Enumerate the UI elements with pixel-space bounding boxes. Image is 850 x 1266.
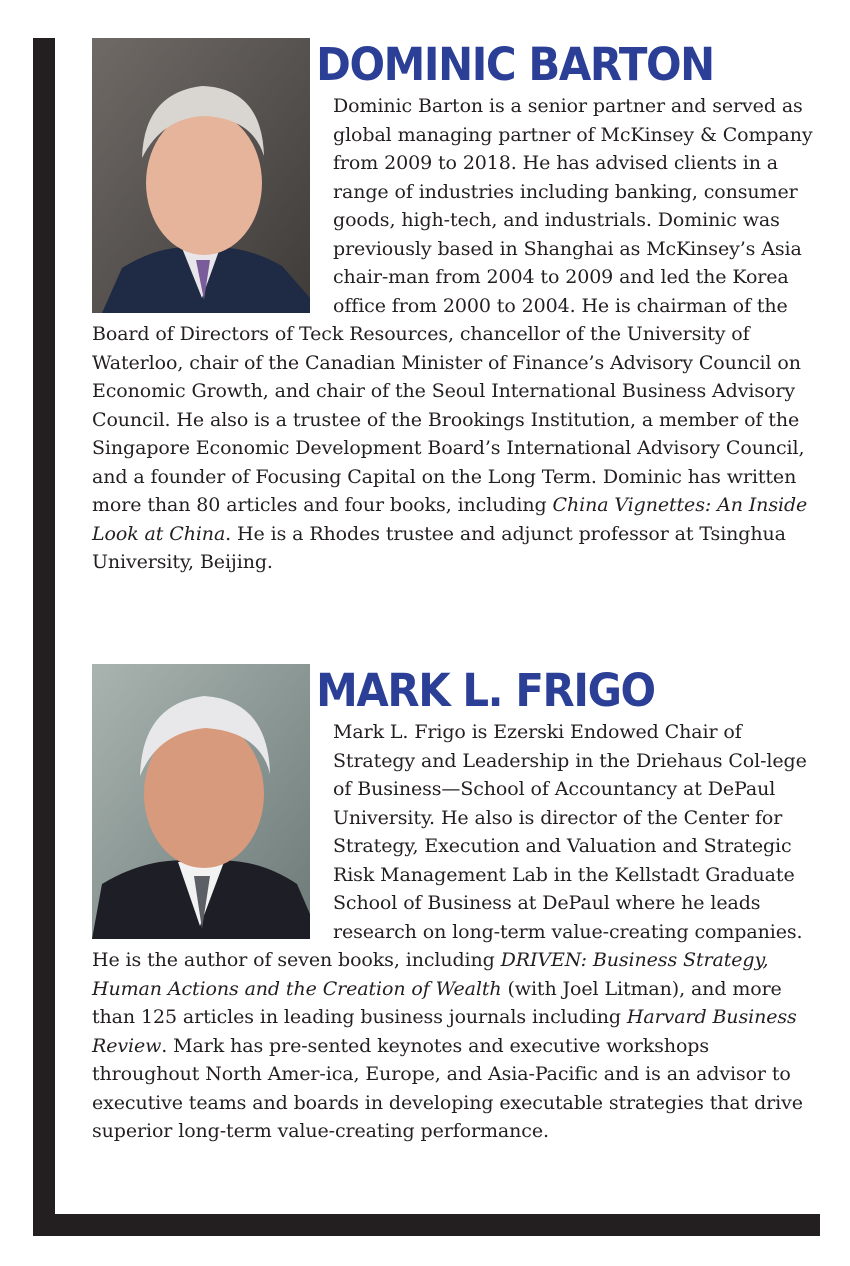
bio-name: MARK L. FRIGO xyxy=(316,664,655,717)
journal-title: Harvard Business Review xyxy=(92,1006,797,1057)
bio-text-part: Dominic Barton is a senior partner and served as global managing partner of McKinsey & Company from 2009 to 2018. He has advised clients in a range of industries including banking, consumer goods, high-tech, and industrials. Dominic was previously based in Shanghai as McKinsey’s Asia chair-man from 2004 to 2009 and led the Korea office from 2000 to 2004. He is chairman of the Board of Directors of Teck Resources, chancellor of the University of Waterloo, chair of the Canadian Minister of Finance’s Advisory Council on Economic Growth, and chair of the Seoul International Business Advisory Council. He also is a trustee of the Brookings Institution, a member of the Singapore Economic Development Board’s International Advisory Council, and a founder of Focusing Capital on the Long Term. Dominic has written more than 80 articles and four books, including xyxy=(92,95,813,516)
book-title: China Vignettes: An Inside Look at China xyxy=(92,494,808,545)
frame-bottom-bar xyxy=(33,1214,820,1236)
book-title: DRIVEN: Business Strategy, Human Actions and the Creation of Wealth xyxy=(92,949,769,1000)
bio-text-part: . Mark has pre-sented keynotes and executive workshops throughout North Amer-ica, Europe, and Asia-Pacific and is an advisor to executive teams and boards in developing executable strategies that drive superior long-term value-creating performance. xyxy=(92,1034,803,1142)
bio-text-part: . He is a Rhodes trustee and adjunct professor at Tsinghua University, Beijing. xyxy=(92,522,786,573)
bio-text-part: (with Joel Litman), and more than 125 articles in leading business journals including xyxy=(92,977,782,1028)
bio-text-part: Mark L. Frigo is Ezerski Endowed Chair of Strategy and Leadership in the Driehaus Col-lege of Business—School of Accountancy at DePaul University. He also is director of the Center for Strategy, Execution and Valuation and Strategic Risk Management Lab in the Kellstadt Graduate School of Business at DePaul where he leads research on long-term value-creating companies. He is the author of seven books, including xyxy=(92,721,807,971)
bio-mark-frigo xyxy=(92,664,822,1146)
frame-left-bar xyxy=(33,38,55,1236)
bio-name: DOMINIC BARTON xyxy=(316,38,714,91)
bio-dominic-barton xyxy=(92,38,822,577)
